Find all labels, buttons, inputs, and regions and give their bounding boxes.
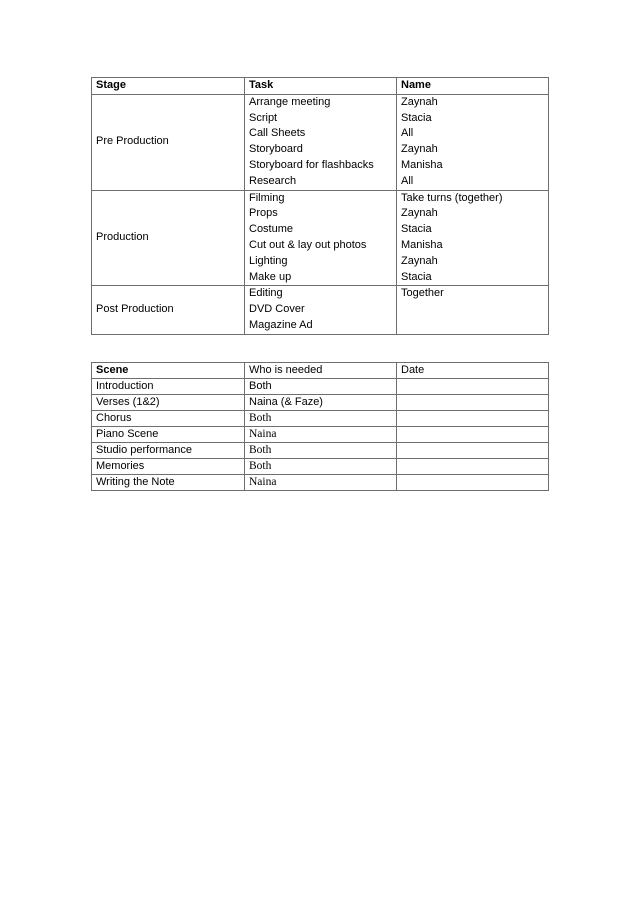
name-cell <box>397 190 549 286</box>
header-who-is-needed: Who is needed <box>245 363 397 379</box>
name-item: Stacia <box>401 111 432 124</box>
stage-task-table <box>91 77 549 335</box>
scene-cell: Memories <box>92 459 245 475</box>
header-date: Date <box>397 363 549 379</box>
task-cell <box>245 94 397 190</box>
task-item: Arrange meeting <box>249 95 331 108</box>
header-name: Name <box>397 78 549 95</box>
date-cell <box>397 395 549 411</box>
date-cell <box>397 411 549 427</box>
name-item: Stacia <box>401 270 432 283</box>
table-row-pre-production <box>92 94 549 190</box>
table-row <box>92 443 549 459</box>
name-item: Zaynah <box>401 254 438 267</box>
table-row <box>92 395 549 411</box>
task-cell <box>245 190 397 286</box>
task-item: Costume <box>249 223 294 236</box>
name-item: Manisha <box>401 158 443 171</box>
name-item: Stacia <box>401 223 432 236</box>
who-cell: Both <box>245 459 397 475</box>
task-item: DVD Cover <box>249 303 305 316</box>
table-row <box>92 427 549 443</box>
stage-cell: Post Production <box>92 286 245 334</box>
scene-cell: Chorus <box>92 411 245 427</box>
who-cell: Naina <box>245 475 397 491</box>
who-cell: Naina (& Faze) <box>245 395 397 411</box>
name-cell <box>397 286 549 334</box>
date-cell <box>397 379 549 395</box>
who-cell: Both <box>245 443 397 459</box>
scene-schedule-table <box>91 362 549 491</box>
header-stage: Stage <box>92 78 245 95</box>
task-item: Filming <box>249 191 285 204</box>
header-task: Task <box>245 78 397 95</box>
who-cell: Both <box>245 411 397 427</box>
task-item: Storyboard for flashbacks <box>249 158 374 171</box>
who-cell: Naina <box>245 427 397 443</box>
who-cell: Both <box>245 379 397 395</box>
name-item: Together <box>401 287 444 300</box>
task-item: Storyboard <box>249 143 303 156</box>
stage-cell: Production <box>92 190 245 286</box>
task-item: Props <box>249 207 278 220</box>
task-item: Lighting <box>249 254 288 267</box>
task-item: Call Sheets <box>249 127 306 140</box>
table-row-post-production <box>92 286 549 334</box>
table-header-row <box>92 363 549 379</box>
task-item: Make up <box>249 270 292 283</box>
table-row <box>92 475 549 491</box>
table-row <box>92 459 549 475</box>
scene-cell: Piano Scene <box>92 427 245 443</box>
task-item: Script <box>249 111 278 124</box>
table-row <box>92 411 549 427</box>
task-cell <box>245 286 397 334</box>
table-row <box>92 379 549 395</box>
task-item: Cut out & lay out photos <box>249 238 367 251</box>
table-row-production <box>92 190 549 286</box>
name-item: Take turns (together) <box>401 191 503 204</box>
name-item: Zaynah <box>401 143 438 156</box>
scene-cell: Studio performance <box>92 443 245 459</box>
date-cell <box>397 427 549 443</box>
task-item: Editing <box>249 287 283 300</box>
name-item: All <box>401 174 414 187</box>
name-item: Zaynah <box>401 95 438 108</box>
scene-cell: Introduction <box>92 379 245 395</box>
scene-cell: Writing the Note <box>92 475 245 491</box>
date-cell <box>397 475 549 491</box>
task-item: Research <box>249 174 297 187</box>
scene-cell: Verses (1&2) <box>92 395 245 411</box>
name-item: Zaynah <box>401 207 438 220</box>
name-item: All <box>401 127 414 140</box>
date-cell <box>397 459 549 475</box>
table-header-row <box>92 78 549 95</box>
name-item: Manisha <box>401 238 443 251</box>
header-scene: Scene <box>92 363 245 379</box>
date-cell <box>397 443 549 459</box>
name-cell <box>397 94 549 190</box>
task-item: Magazine Ad <box>249 318 313 331</box>
stage-cell: Pre Production <box>92 94 245 190</box>
